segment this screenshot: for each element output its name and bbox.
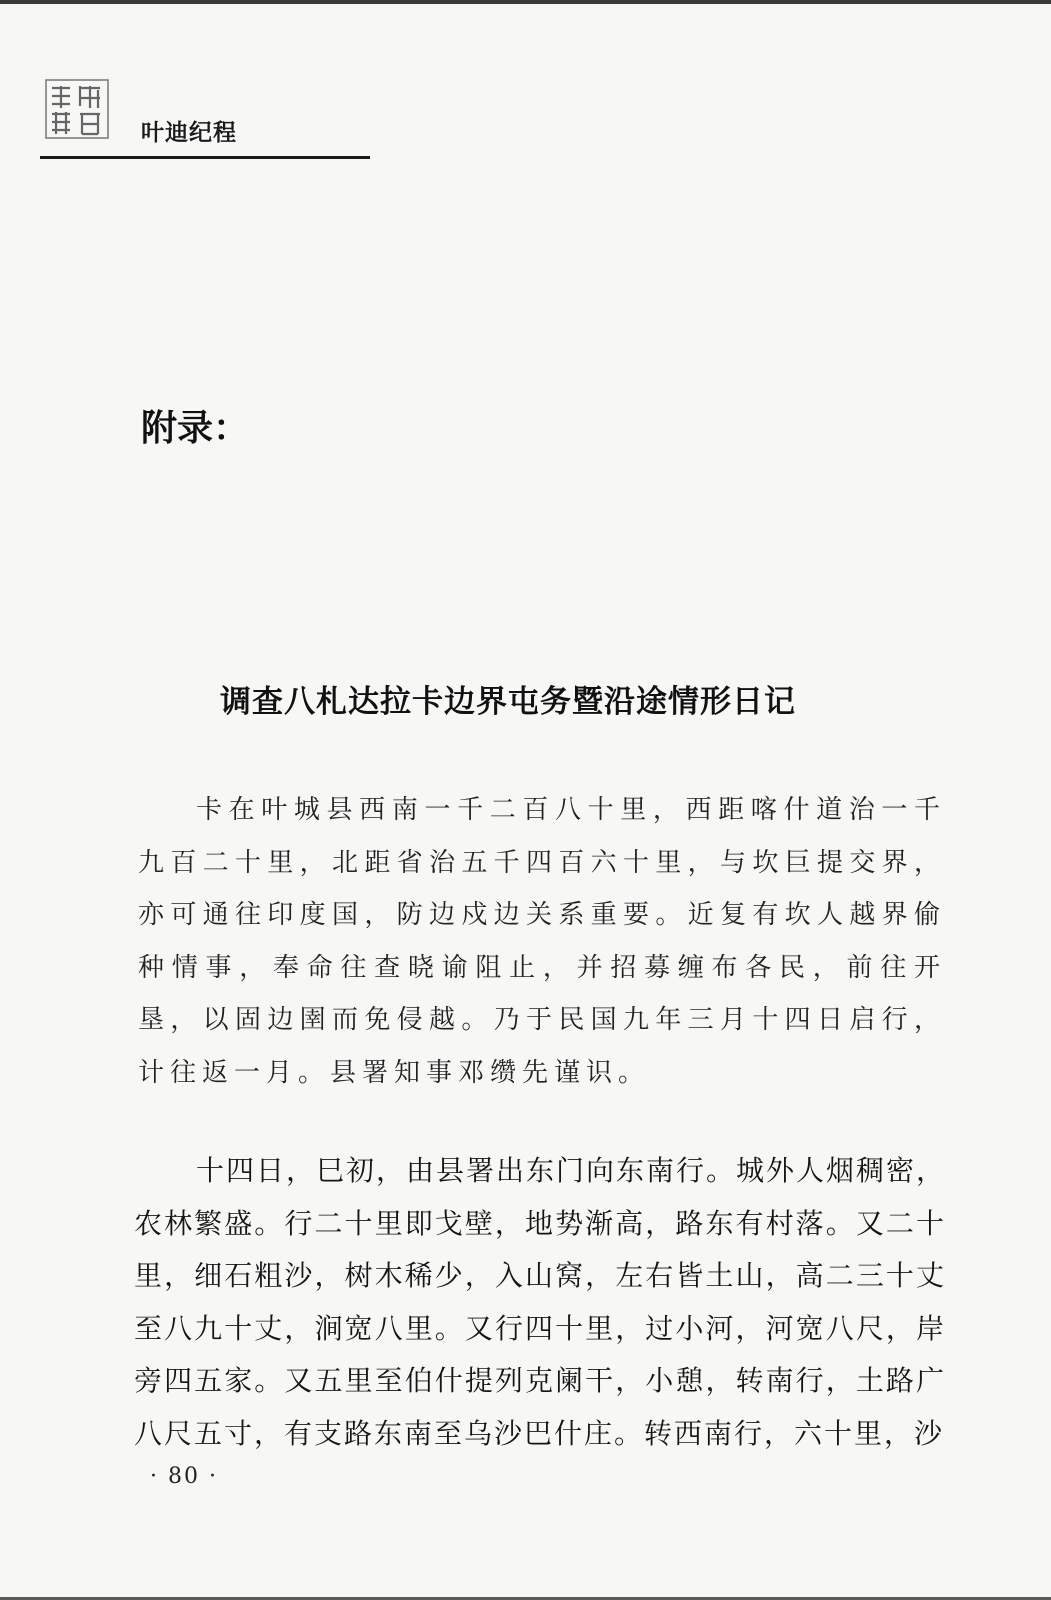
scan-top-edge [0,0,1051,4]
article-title: 调查八札达拉卡边界屯务暨沿途情形日记 [220,684,796,720]
appendix-heading: 附录： [141,407,250,449]
page-number: · 80 · [150,1464,218,1489]
header-rule [40,156,370,159]
seal-stamp-icon [44,78,110,140]
diary-entry-paragraph: 十四日，巳初，由县署出东门向东南行。城外人烟稠密，农林繁盛。行二十里即戈壁，地势渐高，路东有村落。又二十里，细石粗沙，树木稀少，入山窝，左右皆土山，高二三十丈至八九十丈，涧宽八里。又行四十里，过小河，河宽八尺，岸旁四五家。又五里至伯什提列克阑干，小憩，转南行，土路广八尺五寸，有支路东南至乌沙巴什庄。转西南行，六十里，沙 [134,1154,947,1450]
running-title: 叶迪纪程 [141,120,237,146]
intro-paragraph: 卡在叶城县西南一千二百八十里，西距喀什道治一千九百二十里，北距省治五千四百六十里，与坎巨提交界，亦可通往印度国，防边戍边关系重要。近复有坎人越界偷种情事，奉命往查晓谕阻止，并招募缠布各民，前往开垦，以固边圉而免侵越。乃于民国九年三月十四日启行，计往返一月。县署知事邓缵先谨识。 [138,795,946,1088]
